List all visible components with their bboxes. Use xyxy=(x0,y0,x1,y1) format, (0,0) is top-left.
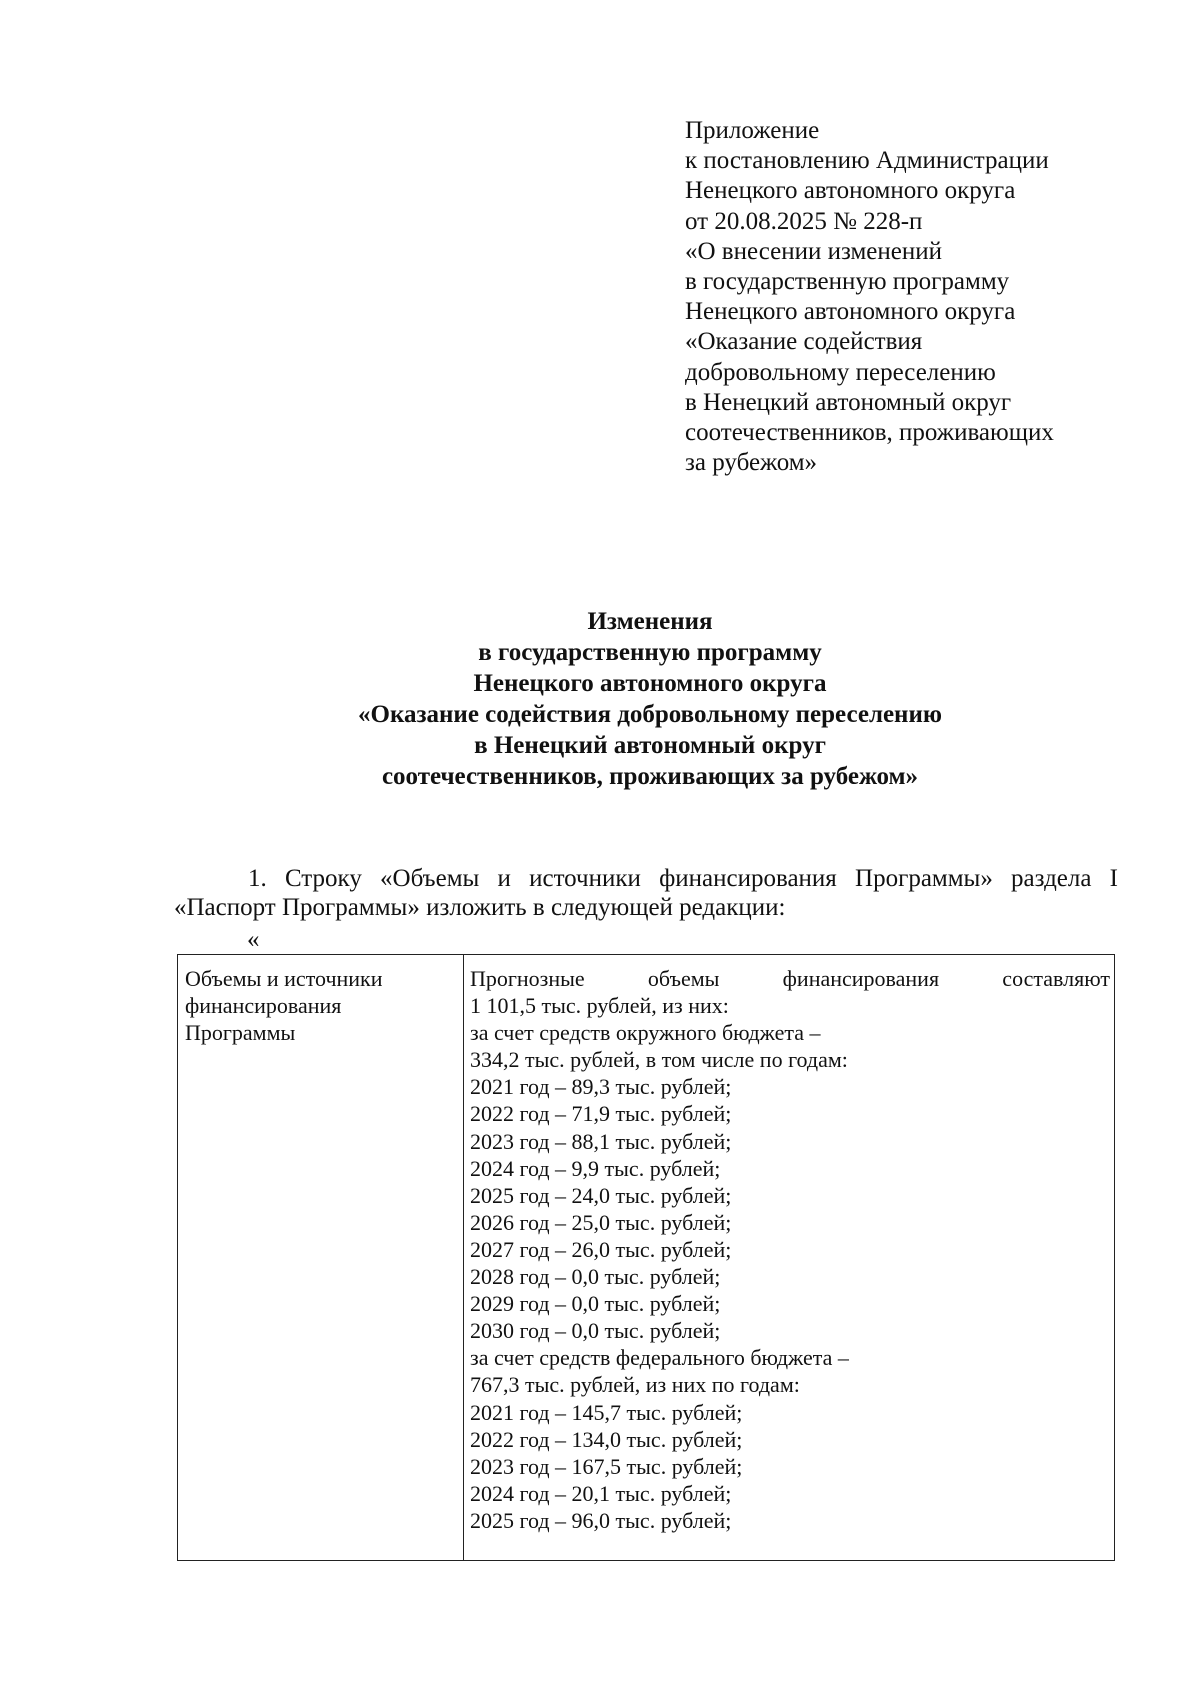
title-line: в Ненецкий автономный округ xyxy=(474,732,826,759)
value-line: за счет средств окружного бюджета – xyxy=(470,1020,821,1046)
label-line: Объемы и источники xyxy=(185,966,383,991)
label-line: Программы xyxy=(185,1020,296,1045)
appendix-line: в Ненецкий автономный округ xyxy=(685,388,1012,416)
title-line: Ненецкого автономного округа xyxy=(473,670,827,697)
appendix-line: добровольному переселению xyxy=(685,358,996,386)
label-line: финансирования xyxy=(185,993,342,1018)
value-line: 2022 год – 134,0 тыс. рублей; xyxy=(470,1426,743,1452)
title-line: соотечественников, проживающих за рубежом» xyxy=(381,763,919,790)
appendix-line: за рубежом» xyxy=(685,449,818,477)
title-line: «Оказание содействия добровольному переселению xyxy=(358,701,942,728)
appendix-line: «Оказание содействия xyxy=(685,328,923,356)
appendix-header xyxy=(685,116,1155,478)
value-line: 2024 год – 9,9 тыс. рублей; xyxy=(470,1155,721,1181)
appendix-line: Ненецкого автономного округа xyxy=(685,177,1016,205)
table-cell-label xyxy=(178,955,464,1560)
appendix-line: от 20.08.2025 № 228-п xyxy=(685,207,923,235)
opening-quote: « xyxy=(247,926,260,953)
document-title xyxy=(180,606,1120,792)
value-line: 2021 год – 145,7 тыс. рублей; xyxy=(470,1399,743,1425)
value-line: 2029 год – 0,0 тыс. рублей; xyxy=(470,1291,721,1317)
appendix-line: соотечественников, проживающих xyxy=(685,419,1054,447)
appendix-line: к постановлению Администрации xyxy=(685,147,1049,175)
appendix-line: Ненецкого автономного округа xyxy=(685,298,1016,326)
value-line: за счет средств федерального бюджета – xyxy=(470,1345,849,1371)
value-line: 767,3 тыс. рублей, из них по годам: xyxy=(470,1372,800,1398)
value-line: 2025 год – 96,0 тыс. рублей; xyxy=(470,1507,732,1533)
value-line: 2023 год – 88,1 тыс. рублей; xyxy=(470,1128,732,1154)
value-line: 2030 год – 0,0 тыс. рублей; xyxy=(470,1318,721,1344)
value-line: 2022 год – 71,9 тыс. рублей; xyxy=(470,1101,732,1127)
value-line: 2026 год – 25,0 тыс. рублей; xyxy=(470,1209,732,1235)
paragraph-line-2: «Паспорт Программы» изложить в следующей редакции: xyxy=(174,894,786,921)
value-line: 2024 год – 20,1 тыс. рублей; xyxy=(470,1480,732,1506)
instruction-paragraph xyxy=(174,864,1118,922)
value-line: 2021 год – 89,3 тыс. рублей; xyxy=(470,1074,732,1100)
appendix-line: «О внесении изменений xyxy=(685,237,943,265)
value-line: 2027 год – 26,0 тыс. рублей; xyxy=(470,1236,732,1262)
value-line: 2028 год – 0,0 тыс. рублей; xyxy=(470,1264,721,1290)
value-line: 2025 год – 24,0 тыс. рублей; xyxy=(470,1182,732,1208)
title-line: Изменения xyxy=(587,608,713,635)
value-line: 2023 год – 167,5 тыс. рублей; xyxy=(470,1453,743,1479)
appendix-line: в государственную программу xyxy=(685,268,1010,296)
title-line: в государственную программу xyxy=(478,639,822,666)
table-cell-value xyxy=(464,955,1114,1560)
value-line: 1 101,5 тыс. рублей, из них: xyxy=(470,993,729,1019)
value-line: Прогнозные объемы финансирования составляют xyxy=(470,966,1110,991)
paragraph-line-1: 1. Строку «Объемы и источники финансирования Программы» раздела I xyxy=(248,865,1118,892)
value-line: 334,2 тыс. рублей, в том числе по годам: xyxy=(470,1047,848,1073)
appendix-line: Приложение xyxy=(685,117,820,144)
funding-table xyxy=(177,954,1115,1561)
